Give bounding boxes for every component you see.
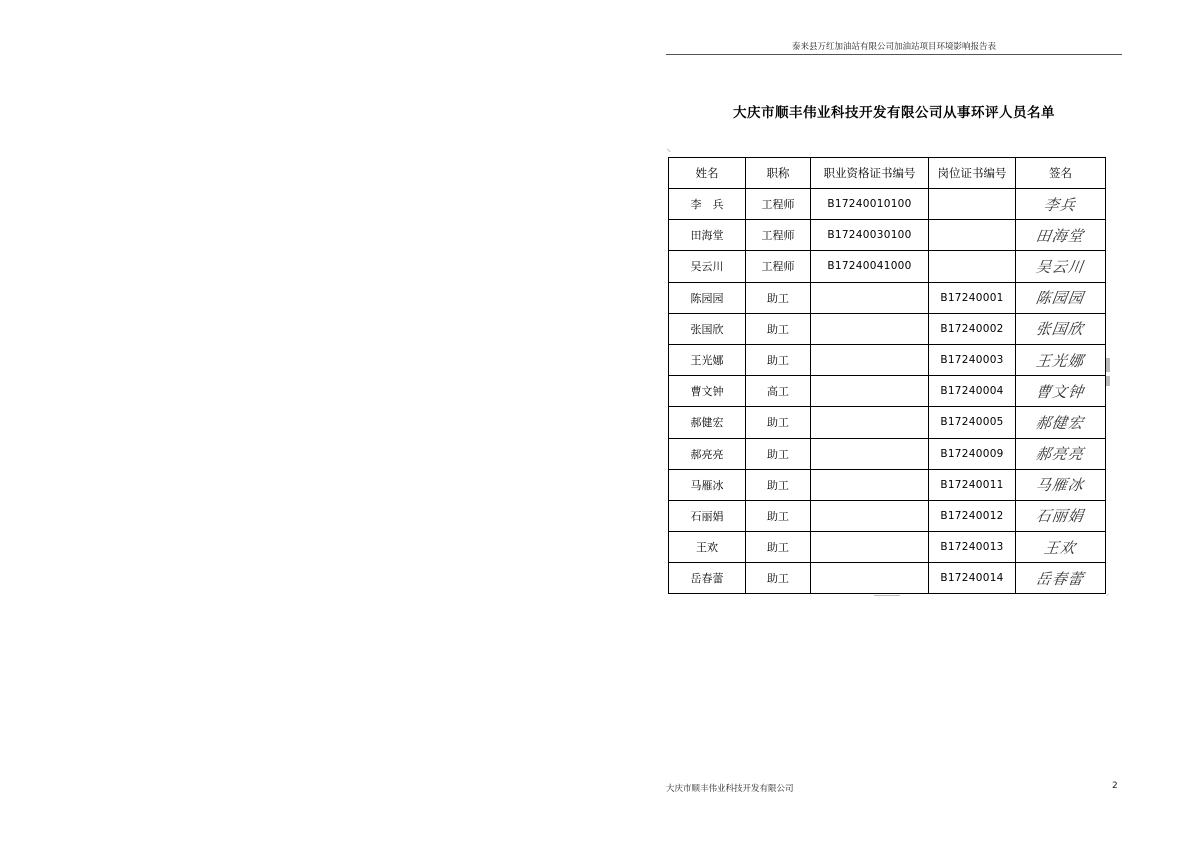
cell-qualification-no <box>811 313 929 344</box>
handwritten-signature: 郝亮亮 <box>1035 445 1086 464</box>
cell-title: 工程师 <box>746 189 811 220</box>
table-row <box>669 407 1106 438</box>
handwritten-signature: 李兵 <box>1043 195 1078 214</box>
table-row <box>669 376 1106 407</box>
cell-signature <box>1016 376 1106 407</box>
cell-post-no: B17240013 <box>929 532 1016 563</box>
table-row <box>669 344 1106 375</box>
corner-mark-top-left: ↘ <box>666 147 672 154</box>
handwritten-signature: 曹文钟 <box>1035 382 1086 401</box>
cell-qualification-no <box>811 469 929 500</box>
table-row <box>669 500 1106 531</box>
cell-qualification-no <box>811 376 929 407</box>
col-header-signature: 签名 <box>1016 158 1106 189</box>
cell-post-no <box>929 251 1016 282</box>
handwritten-signature: 石丽娟 <box>1035 507 1086 526</box>
handwritten-signature: 王光娜 <box>1035 351 1086 370</box>
table-row <box>669 189 1106 220</box>
col-header-name: 姓名 <box>669 158 746 189</box>
cell-signature <box>1016 563 1106 594</box>
handwritten-signature: 王欢 <box>1043 538 1078 557</box>
table-row <box>669 313 1106 344</box>
cell-post-no <box>929 220 1016 251</box>
handwritten-signature: 陈园园 <box>1035 289 1086 308</box>
cell-post-no: B17240001 <box>929 282 1016 313</box>
margin-tab-mark <box>1106 376 1110 386</box>
footer-company: 大庆市顺丰伟业科技开发有限公司 <box>666 784 794 794</box>
col-header-title: 职称 <box>746 158 811 189</box>
cell-qualification-no <box>811 563 929 594</box>
cell-title: 助工 <box>746 313 811 344</box>
cell-name: 田海堂 <box>669 220 746 251</box>
col-header-qualification-no: 职业资格证书编号 <box>811 158 929 189</box>
document-title: 大庆市顺丰伟业科技开发有限公司从事环评人员名单 <box>733 105 1055 121</box>
cell-post-no: B17240014 <box>929 563 1016 594</box>
cell-post-no: B17240003 <box>929 344 1016 375</box>
table-row <box>669 220 1106 251</box>
page-header-text: 泰来县万红加油站有限公司加油站项目环境影响报告表 <box>791 42 996 52</box>
cell-post-no: B17240011 <box>929 469 1016 500</box>
cell-signature <box>1016 500 1106 531</box>
cell-qualification-no <box>811 500 929 531</box>
cell-title: 工程师 <box>746 251 811 282</box>
cell-title: 助工 <box>746 407 811 438</box>
cell-name: 王欢 <box>669 532 746 563</box>
cell-title: 助工 <box>746 282 811 313</box>
handwritten-signature: 郝健宏 <box>1035 413 1086 432</box>
cell-signature <box>1016 282 1106 313</box>
cell-signature <box>1016 313 1106 344</box>
handwritten-signature: 吴云川 <box>1035 257 1086 276</box>
cell-post-no: B17240005 <box>929 407 1016 438</box>
cell-post-no <box>929 189 1016 220</box>
cell-post-no: B17240004 <box>929 376 1016 407</box>
cell-post-no: B17240012 <box>929 500 1016 531</box>
cell-signature <box>1016 469 1106 500</box>
cell-title: 助工 <box>746 438 811 469</box>
table-row <box>669 251 1106 282</box>
table-row <box>669 563 1106 594</box>
cell-title: 助工 <box>746 344 811 375</box>
table-row <box>669 532 1106 563</box>
table-header-row <box>669 158 1106 189</box>
cell-name: 张国欣 <box>669 313 746 344</box>
cell-name: 吴云川 <box>669 251 746 282</box>
margin-tab-mark <box>1106 358 1110 372</box>
cell-signature <box>1016 189 1106 220</box>
handwritten-signature: 马雁冰 <box>1035 476 1086 495</box>
cell-name: 王光娜 <box>669 344 746 375</box>
cell-name: 陈园园 <box>669 282 746 313</box>
corner-mark-bottom-right: ⌟ <box>1106 590 1109 597</box>
cell-name: 李 兵 <box>669 189 746 220</box>
cell-post-no: B17240002 <box>929 313 1016 344</box>
table-row <box>669 469 1106 500</box>
col-header-post-no: 岗位证书编号 <box>929 158 1016 189</box>
cell-name: 郝健宏 <box>669 407 746 438</box>
cell-title: 助工 <box>746 563 811 594</box>
staff-table <box>668 157 1106 594</box>
cell-signature <box>1016 344 1106 375</box>
staff-table-body <box>669 189 1106 594</box>
cell-name: 石丽娟 <box>669 500 746 531</box>
cell-qualification-no: B17240030100 <box>811 220 929 251</box>
cell-name: 马雁冰 <box>669 469 746 500</box>
header-divider <box>666 54 1122 55</box>
cell-name: 岳春蕾 <box>669 563 746 594</box>
handwritten-signature: 张国欣 <box>1035 320 1086 339</box>
cell-qualification-no <box>811 532 929 563</box>
cell-title: 高工 <box>746 376 811 407</box>
cell-name: 曹文钟 <box>669 376 746 407</box>
cell-qualification-no <box>811 407 929 438</box>
cell-qualification-no <box>811 344 929 375</box>
handwritten-signature: 岳春蕾 <box>1035 569 1086 588</box>
cell-qualification-no: B17240010100 <box>811 189 929 220</box>
table-row <box>669 282 1106 313</box>
page-number: 2 <box>1112 781 1118 791</box>
cell-signature <box>1016 532 1106 563</box>
handwritten-signature: 田海堂 <box>1035 226 1086 245</box>
cell-title: 助工 <box>746 469 811 500</box>
cell-signature <box>1016 438 1106 469</box>
table-underline-mark <box>874 595 900 596</box>
cell-signature <box>1016 220 1106 251</box>
cell-name: 郝亮亮 <box>669 438 746 469</box>
cell-title: 工程师 <box>746 220 811 251</box>
table-row <box>669 438 1106 469</box>
cell-signature <box>1016 251 1106 282</box>
cell-title: 助工 <box>746 500 811 531</box>
cell-qualification-no: B17240041000 <box>811 251 929 282</box>
cell-signature <box>1016 407 1106 438</box>
cell-title: 助工 <box>746 532 811 563</box>
cell-qualification-no <box>811 282 929 313</box>
cell-qualification-no <box>811 438 929 469</box>
cell-post-no: B17240009 <box>929 438 1016 469</box>
